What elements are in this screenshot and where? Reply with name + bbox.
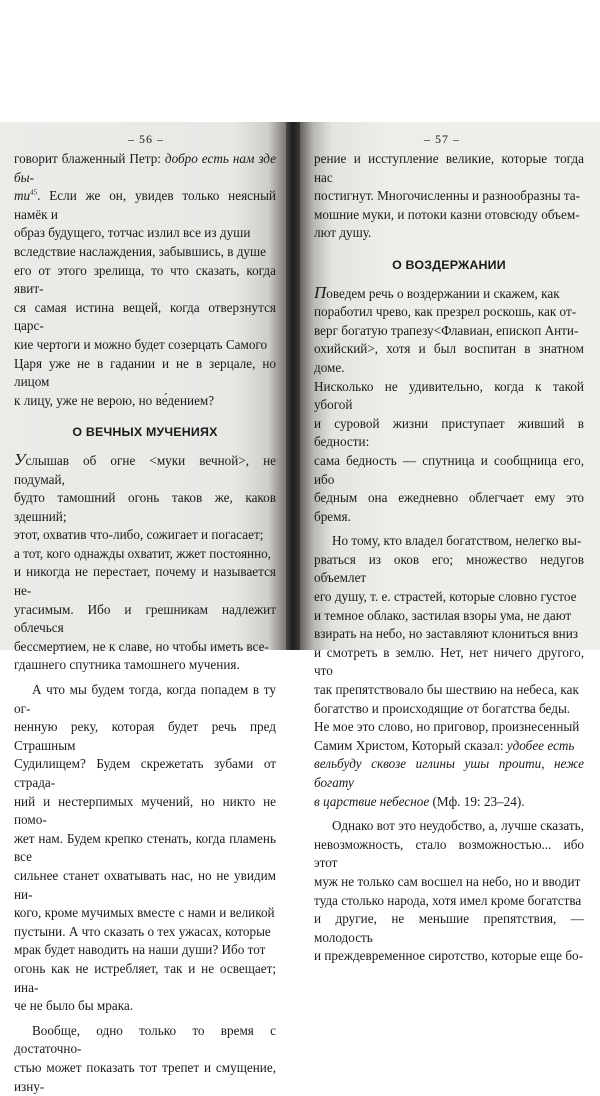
text-line: будто тамошний огонь таков же, каков здешний; (14, 490, 276, 524)
section-heading: О ВОЗДЕРЖАНИИ (392, 257, 506, 272)
text-line: стью может показать тот трепет и смущение, изну- (14, 1059, 276, 1094)
text-line: бедным она ежедневно облегчает ему это бремя. (314, 490, 584, 524)
text-line: рваться из оков его; множество недугов объемлет (314, 551, 584, 586)
text-line: невозможность, стало возможностью... ибо этот (314, 836, 584, 871)
text-line: Поведем речь о воздержании и скажем, как (314, 282, 560, 302)
text-line: огонь как не истребляет, так и не освещает; ина- (14, 960, 276, 995)
text-line: кие чертоги и можно будет созерцать Самого (14, 336, 268, 352)
text-line: богатство и происходящие от богатства беды. (314, 700, 571, 716)
text-line: $ти^{45}$. Если же он, увидев только неясный намёк и (14, 188, 276, 222)
text-line: его душу, т. е. страстей, которые словно густое (314, 589, 577, 605)
page-number: – 56 – (128, 132, 164, 146)
footnote-mark: 45 (30, 188, 38, 197)
text-line: и никогда не перестает, почему и называется не- (14, 564, 276, 599)
text-line: кого, кроме мучимых вместе с нами и великой (14, 905, 275, 921)
text-line: лют душу. (314, 225, 372, 241)
text-line: поработил чрево, как презрел роскошь, как от- (314, 304, 577, 320)
text-line: бессмертием, не к славе, но чтобы иметь все- (14, 638, 269, 654)
text-line: сильнее станет охватывать нас, но не увидим ни- (14, 867, 276, 902)
text-line: образ будущего, тотчас излил все из души (14, 225, 251, 241)
text-line: Вообще, одно только то время с достаточно- (14, 1022, 276, 1057)
text-line: сама бедность — спутница и сообщница его, ибо (314, 452, 584, 487)
text-line: Услышав об огне <муки вечной>, не подумай, (14, 449, 276, 487)
text-line: говорит блаженный Петр: добро есть нам зде бы- (14, 151, 276, 185)
book-spread (0, 122, 600, 1094)
text-line: Не мое это слово, но приговор, произнесенный (314, 719, 580, 735)
text-line: к лицу, уже не верою, но ве́дением? (14, 392, 215, 408)
text-line: и темное облако, застилая взоры ума, не дают (314, 607, 572, 623)
text-line: Судилищем? Будем скрежетать зубами от страда- (14, 756, 276, 790)
right-text-column (314, 150, 584, 966)
text-line: его от этого зрелища, то что сказать, когда явит- (14, 262, 276, 297)
left-page (0, 122, 292, 1094)
text-line: верг богатую трапезу<Флавиан, епископ Анти- (314, 322, 579, 338)
text-line: жет нам. Будем крепко стенать, когда пламень все (14, 830, 276, 865)
page-number: – 57 – (424, 132, 460, 146)
text-line: и другие, не меньшие препятствия, — молодость (314, 911, 584, 945)
text-line: и преждевременное сиротство, которые еще бо- (314, 948, 584, 964)
text-line: так препятствовало бы шествию на небеса, как (314, 682, 579, 698)
text-line: Однако вот это неудобство, а, лучше сказать, (332, 818, 584, 834)
text-line: ненную реку, которая будет речь пред Страшным (14, 719, 276, 753)
text-line: этот, охватив что-либо, сожигает и погасает; (14, 527, 264, 543)
text-line: мошние муки, и потоки казни отовсюду объем- (314, 206, 580, 222)
text-line: ний и нестерпимых мучений, но никто не помо- (14, 793, 276, 828)
text-line: туда столько народа, хотя имел кроме богатства (314, 892, 582, 908)
text-line: А что мы будем тогда, когда попадем в ту ог- (14, 682, 276, 716)
text-line: и суровой жизни приступает живший в бедности: (314, 415, 584, 450)
text-line: вследствие наслаждения, забывшись, в душе (14, 243, 267, 259)
text-line: Царя уже не в гадании и не в зерцале, но лицом (14, 355, 276, 390)
book-gutter (286, 122, 300, 650)
text-line: ся самая истина вещей, когда отверзнутся царс- (14, 299, 276, 334)
text-line: взирать на небо, но заставляют клониться вниз (314, 626, 579, 642)
text-line: пустыни. А что сказать о тех ужасах, которые (14, 923, 271, 939)
drop-initial: У (14, 449, 26, 469)
text-line: рение и исступление великие, которые тогда нас (314, 151, 584, 185)
right-page (292, 122, 600, 964)
text-line: Но тому, кто владел богатством, нелегко вы- (332, 533, 582, 549)
text-line: охийский>, хотя и был воспитан в знатном доме. (314, 341, 584, 375)
text-line: в царствие небесное (Мф. 19: 23–24). (314, 793, 525, 809)
text-line: а тот, кого однажды охватит, жжет постоянно, (14, 545, 272, 561)
text-line: и смотреть в землю. Нет, нет ничего другого, что (314, 644, 584, 679)
text-line: постигнут. Многочисленны и разнообразны та- (314, 188, 581, 204)
text-line: вельбуду сквозе иглины ушы проити, неже богату (314, 756, 584, 790)
text-line: Самим Христом, Который сказал: удобее есть (314, 737, 575, 753)
text-line: гдашнего спутника тамошнего мучения. (14, 657, 240, 673)
text-line: муж не только сам восшел на небо, но и вводит (314, 873, 581, 889)
left-text-column (14, 150, 276, 1096)
drop-initial: П (314, 282, 327, 302)
text-line: че не было бы мрака. (14, 998, 134, 1014)
section-heading: О ВЕЧНЫХ МУЧЕНИЯХ (72, 425, 218, 440)
text-line: Нисколько не удивительно, когда к такой убогой (314, 378, 584, 413)
text-line: мрак будет наводить на наши души? Ибо тот (14, 942, 266, 958)
text-line: угасимым. Ибо и грешникам надлежит облечься (14, 601, 276, 636)
